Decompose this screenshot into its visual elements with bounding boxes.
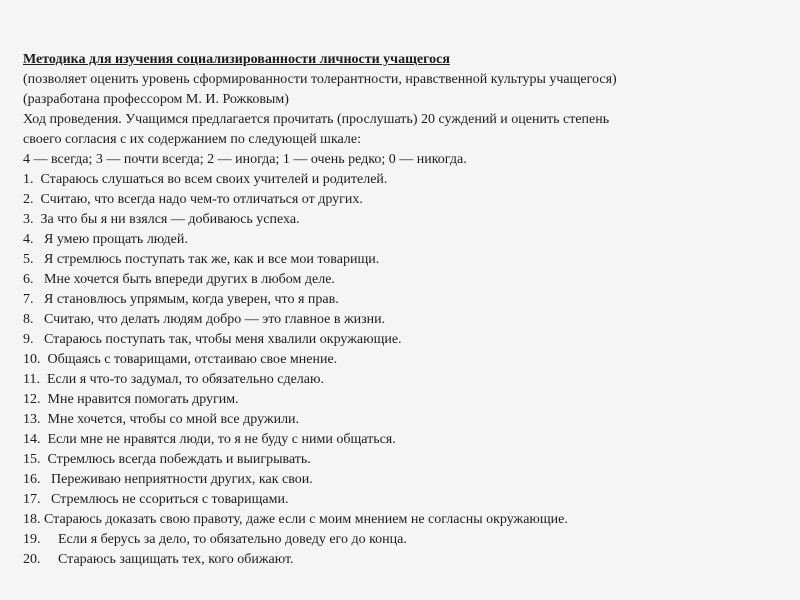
statement-item: 20. Стараюсь защищать тех, кого обижают. bbox=[23, 552, 294, 567]
rating-scale: 4 — всегда; 3 — почти всегда; 2 — иногда; 1 — очень редко; 0 — никогда. bbox=[23, 152, 467, 167]
statement-item: 19. Если я берусь за дело, то обязательно доведу его до конца. bbox=[23, 532, 407, 547]
intro-author: (разработана профессором М. И. Рожковым) bbox=[23, 92, 289, 107]
statement-item: 15. Стремлюсь всегда побеждать и выигрывать. bbox=[23, 452, 311, 467]
statement-item: 3. За что бы я ни взялся — добиваюсь успеха. bbox=[23, 212, 300, 227]
intro-purpose: (позволяет оценить уровень сформированности толерантности, нравственной культуры учащегося) bbox=[23, 72, 617, 87]
document-body bbox=[23, 50, 783, 570]
intro-procedure: Ход проведения. Учащимся предлагается прочитать (прослушать) 20 суждений и оценить степень bbox=[23, 112, 610, 127]
document-title: Методика для изучения социализированности личности учащегося bbox=[23, 52, 450, 67]
statement-item: 10. Общаясь с товарищами, отстаиваю свое мнение. bbox=[23, 352, 338, 367]
statement-item: 2. Считаю, что всегда надо чем-то отличаться от других. bbox=[23, 192, 363, 207]
statement-item: 5. Я стремлюсь поступать так же, как и все мои товарищи. bbox=[23, 252, 380, 267]
intro-procedure-cont: своего согласия с их содержанием по следующей шкале: bbox=[23, 132, 361, 147]
statement-item: 1. Стараюсь слушаться во всем своих учителей и родителей. bbox=[23, 172, 388, 187]
statement-item: 14. Если мне не нравятся люди, то я не буду с ними общаться. bbox=[23, 432, 396, 447]
statement-item: 13. Мне хочется, чтобы со мной все дружили. bbox=[23, 412, 300, 427]
statement-item: 6. Мне хочется быть впереди других в любом деле. bbox=[23, 272, 335, 287]
statement-item: 11. Если я что-то задумал, то обязательно сделаю. bbox=[23, 372, 324, 387]
statement-item: 17. Стремлюсь не ссориться с товарищами. bbox=[23, 492, 289, 507]
statement-item: 18. Стараюсь доказать свою правоту, даже если с моим мнением не согласны окружающие. bbox=[23, 512, 568, 527]
statement-item: 16. Переживаю неприятности других, как свои. bbox=[23, 472, 313, 487]
statement-item: 8. Считаю, что делать людям добро — это главное в жизни. bbox=[23, 312, 386, 327]
statement-item: 7. Я становлюсь упрямым, когда уверен, что я прав. bbox=[23, 292, 339, 307]
statement-item: 12. Мне нравится помогать другим. bbox=[23, 392, 239, 407]
statement-item: 9. Стараюсь поступать так, чтобы меня хвалили окружающие. bbox=[23, 332, 402, 347]
statement-item: 4. Я умею прощать людей. bbox=[23, 232, 188, 247]
